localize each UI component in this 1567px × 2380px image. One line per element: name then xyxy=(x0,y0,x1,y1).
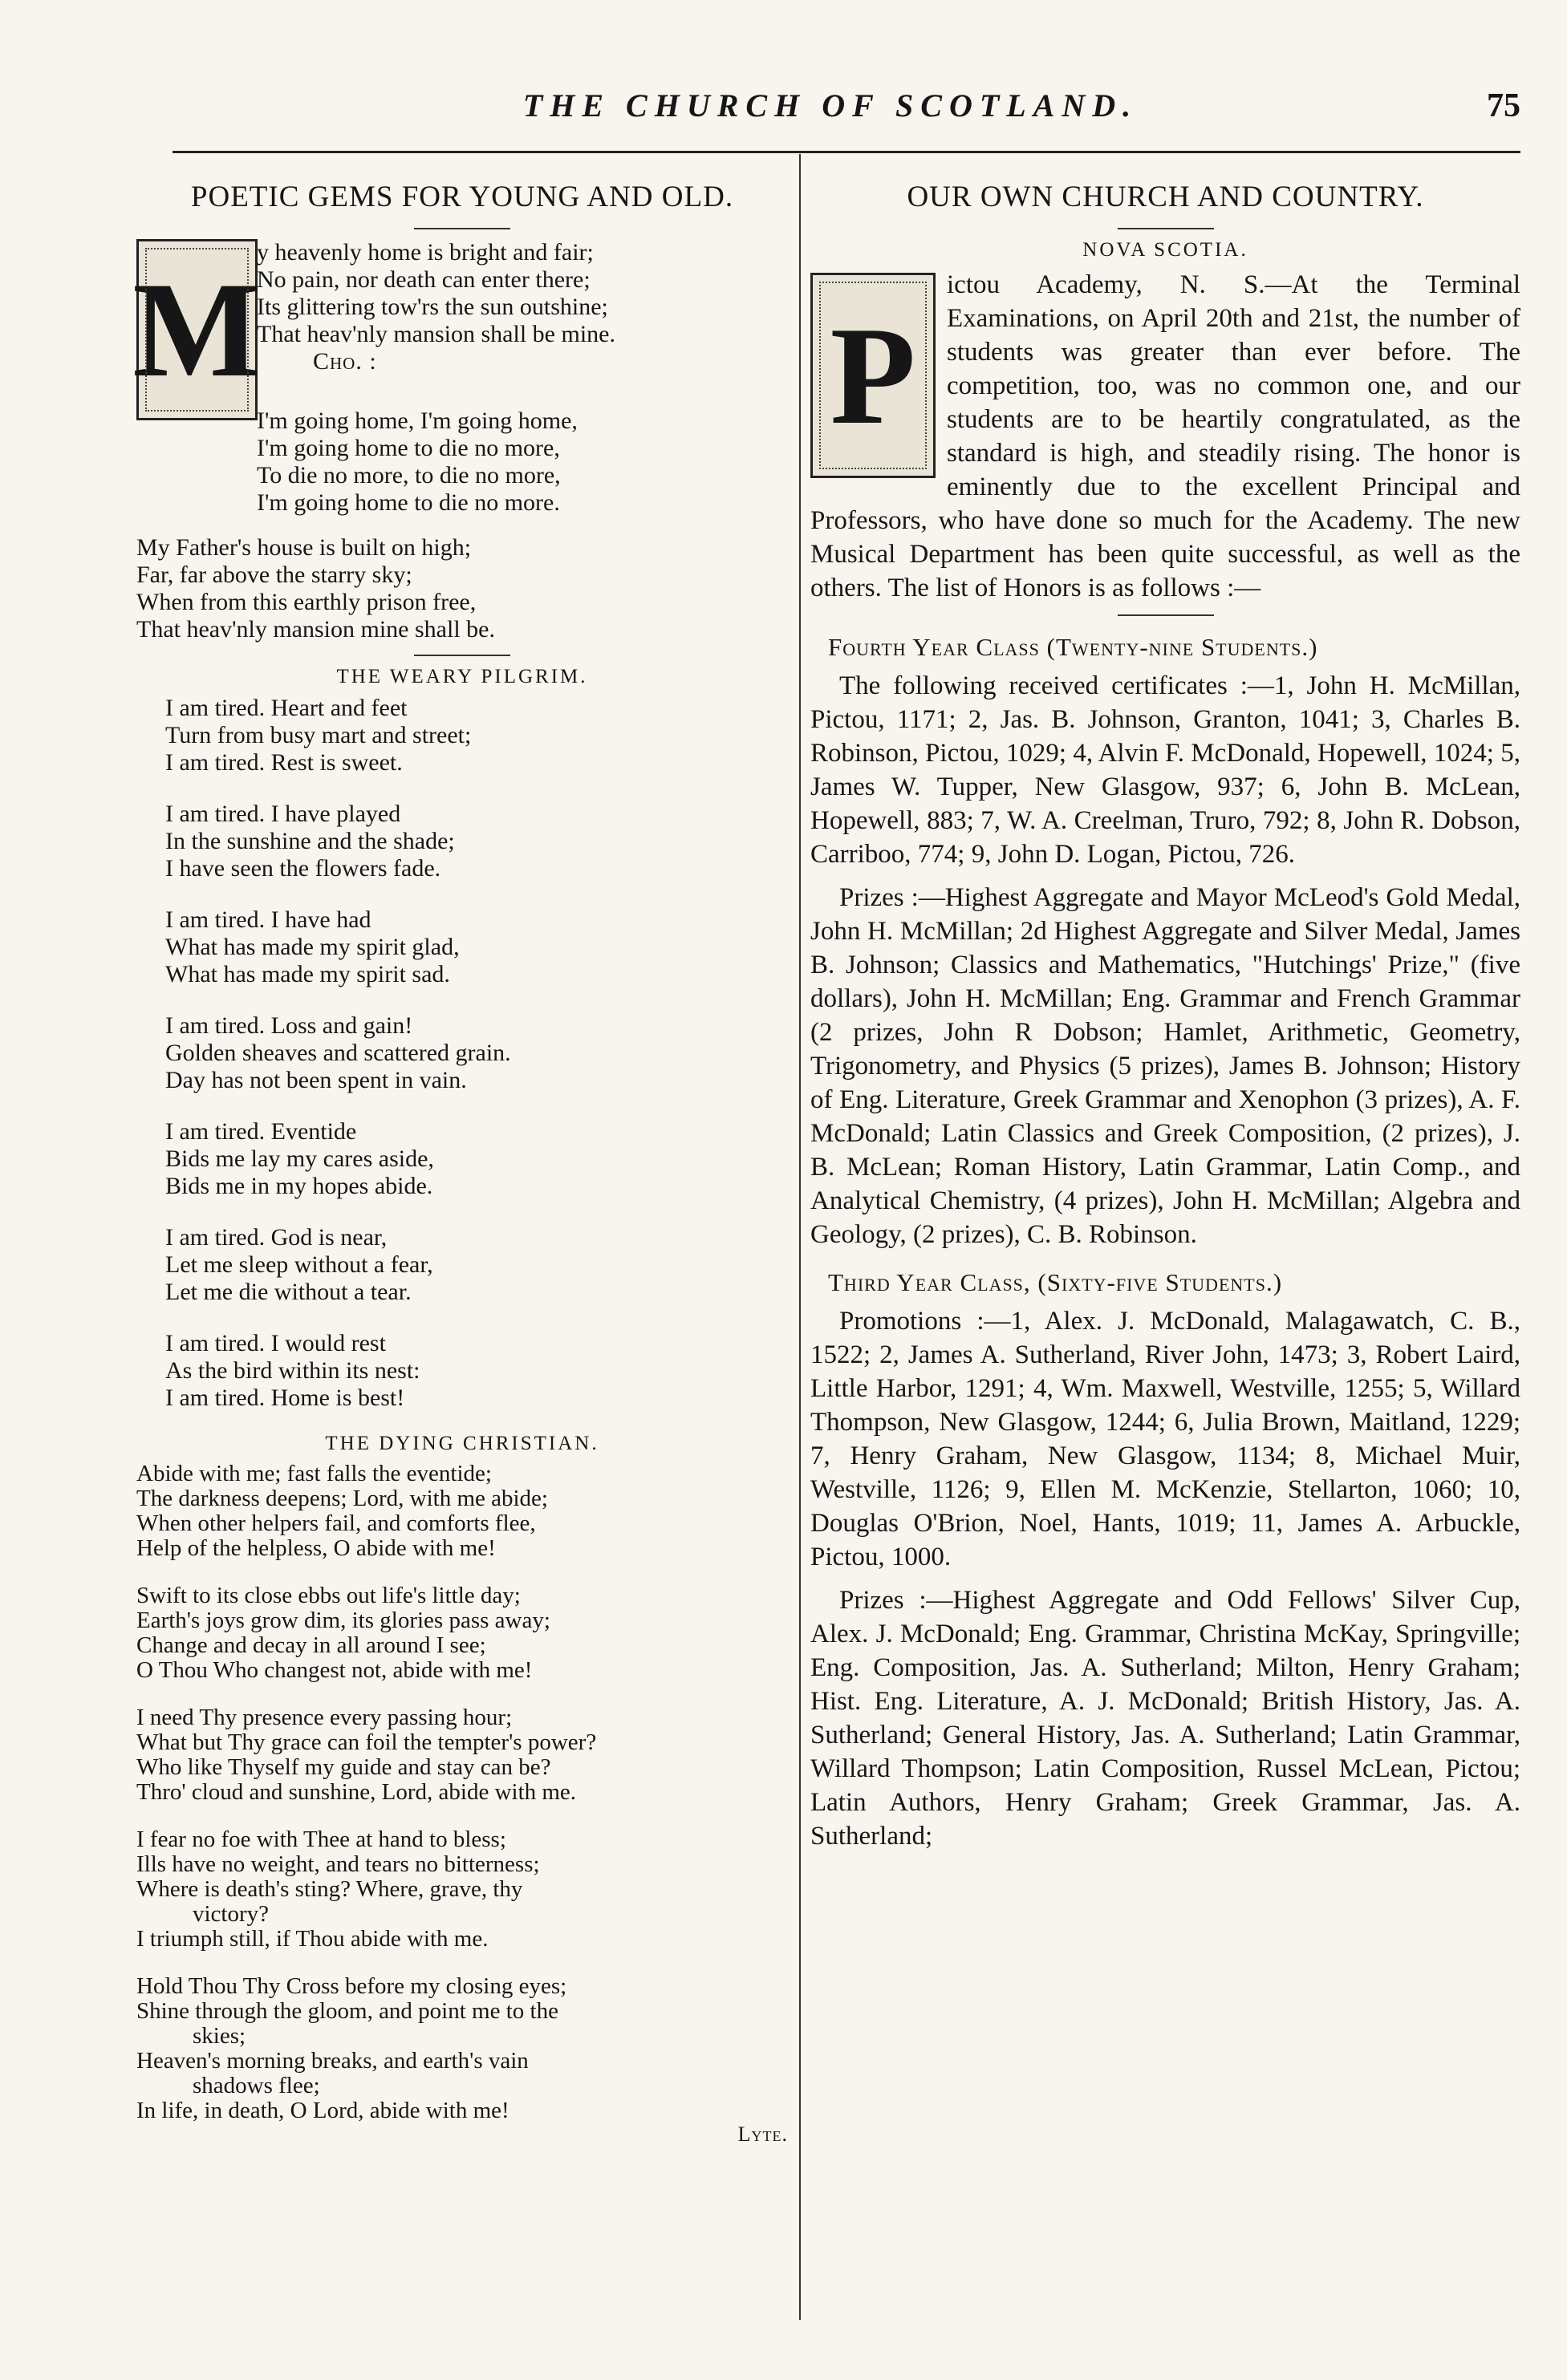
poem-line: victory? xyxy=(193,1901,270,1927)
stanza xyxy=(165,1012,788,1094)
fourth-year-prizes: Prizes :—Highest Aggregate and Mayor McLeod's Gold Medal, John H. McMillan; 2d Highest Aggregate and Silver Medal, James B. Johnson; Classics and Mathematics, "Hutchings' Prize," (five dollars), John H. McMillan; Eng. Grammar and French Grammar (2 prizes, John R Dobson; Hamlet, Arithmetic, Geometry, Trigonometry, and Physics (5 prizes), James B. Johnson; History of Eng. Literature, Greek Grammar and Xenophon (3 prizes), A. F. McDonald; Latin Classics and Greek Composition, (2 prizes), J. B. McLean; Roman History, Latin Grammar, Latin Comp., and Analytical Chemistry, (4 prizes), John H. McMillan; Algebra and Geology, (2 prizes), C. B. Robinson. xyxy=(810,883,1520,1249)
poem-line: Earth's joys grow dim, its glories pass away; xyxy=(136,1608,550,1633)
poem-line: O Thou Who changest not, abide with me! xyxy=(136,1657,533,1683)
poem-line: I fear no foe with Thee at hand to bless; xyxy=(136,1827,506,1852)
stanza xyxy=(165,1224,788,1306)
right-column xyxy=(810,178,1520,1863)
page-header xyxy=(140,87,1520,135)
poem-line: Heaven's morning breaks, and earth's vain xyxy=(136,2048,529,2074)
poem-line: Hold Thou Thy Cross before my closing eyes; xyxy=(136,1973,567,1999)
poem-line: I have seen the flowers fade. xyxy=(165,855,441,882)
poem-line: Let me sleep without a fear, xyxy=(165,1251,433,1278)
fourth-year-heading: Fourth Year Class (Twenty-nine Students.) xyxy=(828,633,1318,661)
poem-line: My Father's house is built on high; xyxy=(136,534,472,561)
stanza xyxy=(136,1583,788,1683)
section-subheading: NOVA SCOTIA. xyxy=(1082,239,1248,261)
poem-line: Ills have no weight, and tears no bitterness; xyxy=(136,1851,540,1877)
poem-line: skies; xyxy=(193,2023,246,2049)
poem-my-heavenly-home xyxy=(132,239,788,544)
stanza xyxy=(165,695,788,776)
chorus-line: I'm going home to die no more. xyxy=(257,489,560,516)
poem-line: shadows flee; xyxy=(193,2073,320,2098)
poem-verse-2 xyxy=(136,534,788,643)
poem-line: As the bird within its nest: xyxy=(165,1357,420,1384)
poem-line: In life, in death, O Lord, abide with me! xyxy=(136,2098,509,2123)
poem-line: Shine through the gloom, and point me to the xyxy=(136,1998,558,2024)
heading-rule xyxy=(414,228,510,229)
stanza xyxy=(136,1974,788,2123)
fourth-year-certificates: The following received certificates :—1, John H. McMillan, Pictou, 1171; 2, Jas. B. Johnson, Granton, 1041; 3, Charles B. Robinson, Pictou, 1029; 4, Alvin F. McDonald, Hopewell, 1024; 5, James W. Tupper, New Glasgow, 937; 6, John B. McLean, Hopewell, 883; 7, W. A. Creelman, Truro, 792; 8, John R. Dobson, Carriboo, 774; 9, John D. Logan, Pictou, 726. xyxy=(810,671,1520,869)
poem-line: I am tired. God is near, xyxy=(165,1224,388,1251)
poem-line: That heav'nly mansion shall be mine. xyxy=(257,321,615,347)
section-rule xyxy=(1118,614,1214,616)
poem-line: Thro' cloud and sunshine, Lord, abide with me. xyxy=(136,1779,577,1805)
poem-line: What but Thy grace can foil the tempter's power? xyxy=(136,1729,597,1755)
stanza xyxy=(165,906,788,988)
third-year-promotions: Promotions :—1, Alex. J. McDonald, Malagawatch, C. B., 1522; 2, James A. Sutherland, River John, 1473; 3, Robert Laird, Little Harbor, 1291; 4, Wm. Maxwell, Westville, 1255; 5, Willard Thompson, New Glasgow, 1244; 6, Julia Brown, Maitland, 1229; 7, Henry Graham, New Glasgow, 1134; 8, Michael Muir, Westville, 1126; 9, Ellen M. McKenzie, Stellarton, 1060; 10, Douglas O'Brion, Noel, Hants, 1019; 11, James A. Arbuckle, Pictou, 1000. xyxy=(810,1307,1520,1571)
right-column-heading: OUR OWN CHURCH AND COUNTRY. xyxy=(907,180,1424,213)
stanza xyxy=(136,1462,788,1561)
stanza xyxy=(165,1330,788,1412)
intro-paragraph: P ictou Academy, N. S.—At the Terminal Examinations, on April 20th and 21st, the number of students was greater than ever before. The competition, too, was no common one, and our students are to be heartily congratulated, as the standard is high, and steadily rising. The honor is eminently due to the excellent Principal and Professors, who have done so much for the Academy. The new Musical Department has been quite successful, as well as the others. The list of Honors is as follows :— xyxy=(810,270,1520,602)
poem-line: Golden sheaves and scattered grain. xyxy=(165,1040,511,1066)
chorus-line: I'm going home to die no more, xyxy=(257,435,560,461)
poem-line: I am tired. Eventide xyxy=(165,1118,357,1145)
poem-line: I am tired. I would rest xyxy=(165,1330,386,1356)
poem-line: Change and decay in all around I see; xyxy=(136,1632,486,1658)
poem-line: I am tired. I have had xyxy=(165,906,371,933)
left-column xyxy=(132,178,788,2147)
section-rule xyxy=(414,655,510,656)
third-year-heading: Third Year Class, (Sixty-five Students.) xyxy=(828,1268,1283,1296)
poem-line: I triumph still, if Thou abide with me. xyxy=(136,1926,489,1952)
ornamental-dropcap-p: P xyxy=(810,273,936,478)
poem-line: Far, far above the starry sky; xyxy=(136,562,412,588)
poem-dying-christian xyxy=(136,1462,788,2147)
left-column-heading: POETIC GEMS FOR YOUNG AND OLD. xyxy=(190,180,734,213)
poem-line: Turn from busy mart and street; xyxy=(165,722,472,748)
poem-line: What has made my spirit sad. xyxy=(165,961,450,987)
chorus-line: To die no more, to die no more, xyxy=(257,462,561,489)
page-number: 75 xyxy=(1487,87,1520,124)
running-title: THE CHURCH OF SCOTLAND. xyxy=(522,87,1139,124)
poem-line: I am tired. Loss and gain! xyxy=(165,1012,413,1039)
poem-weary-pilgrim xyxy=(136,695,788,1412)
poem-line: y heavenly home is bright and fair; xyxy=(257,239,594,266)
heading-rule xyxy=(1118,228,1214,229)
poem-line: Where is death's sting? Where, grave, thy xyxy=(136,1876,523,1902)
stanza xyxy=(165,1118,788,1200)
chorus-label: Cho. : xyxy=(313,348,377,375)
poem-line: When other helpers fail, and comforts flee, xyxy=(136,1510,536,1536)
poem-line: When from this earthly prison free, xyxy=(136,589,477,615)
poem-line: Bids me in my hopes abide. xyxy=(165,1173,433,1199)
stanza xyxy=(165,801,788,882)
poem-line: What has made my spirit glad, xyxy=(165,934,460,960)
poem-line: Help of the helpless, O abide with me! xyxy=(136,1535,496,1561)
poem-line: Abide with me; fast falls the eventide; xyxy=(136,1461,492,1486)
poem-line: Let me die without a tear. xyxy=(165,1279,412,1305)
poem-line: Swift to its close ebbs out life's little day; xyxy=(136,1583,521,1608)
poem-line: I am tired. Heart and feet xyxy=(165,695,408,721)
poem-line: Day has not been spent in vain. xyxy=(165,1067,467,1093)
poem-line: The darkness deepens; Lord, with me abide; xyxy=(136,1486,548,1511)
poem-line: Who like Thyself my guide and stay can be? xyxy=(136,1754,551,1780)
ornamental-dropcap-m: M xyxy=(136,239,258,420)
stanza xyxy=(136,1827,788,1952)
poem-line: I am tired. Rest is sweet. xyxy=(165,749,403,776)
poem-line: No pain, nor death can enter there; xyxy=(257,266,591,293)
poem-line: I need Thy presence every passing hour; xyxy=(136,1705,513,1730)
header-rule xyxy=(173,151,1520,153)
poem-line: Its glittering tow'rs the sun outshine; xyxy=(257,294,608,320)
poem-line: I am tired. I have played xyxy=(165,801,401,827)
poem-line: Bids me lay my cares aside, xyxy=(165,1145,434,1172)
poem-title-dying-christian: THE DYING CHRISTIAN. xyxy=(325,1433,599,1454)
poem-title-weary-pilgrim: THE WEARY PILGRIM. xyxy=(336,666,588,687)
poem-line: I am tired. Home is best! xyxy=(165,1385,405,1411)
chorus-line: I'm going home, I'm going home, xyxy=(257,407,578,434)
article-body xyxy=(810,268,1520,1853)
stanza xyxy=(136,1705,788,1805)
column-divider xyxy=(799,154,801,2320)
third-year-prizes: Prizes :—Highest Aggregate and Odd Fellows' Silver Cup, Alex. J. McDonald; Eng. Grammar, Christina McKay, Springville; Eng. Composition, Jas. A. Sutherland; Milton, Henry Graham; Hist. Eng. Literature, A. J. McDonald; British History, Jas. A. Sutherland; General History, Jas. A. Sutherland; Latin Grammar, Willard Thompson; Latin Composition, Russel McLean, Pictou; Latin Authors, Henry Graham; Greek Grammar, Jas. A. Sutherland; xyxy=(810,1586,1520,1851)
poem-line: That heav'nly mansion mine shall be. xyxy=(136,616,495,643)
poem-author: Lyte. xyxy=(737,2123,788,2146)
poem-line: In the sunshine and the shade; xyxy=(165,828,455,854)
